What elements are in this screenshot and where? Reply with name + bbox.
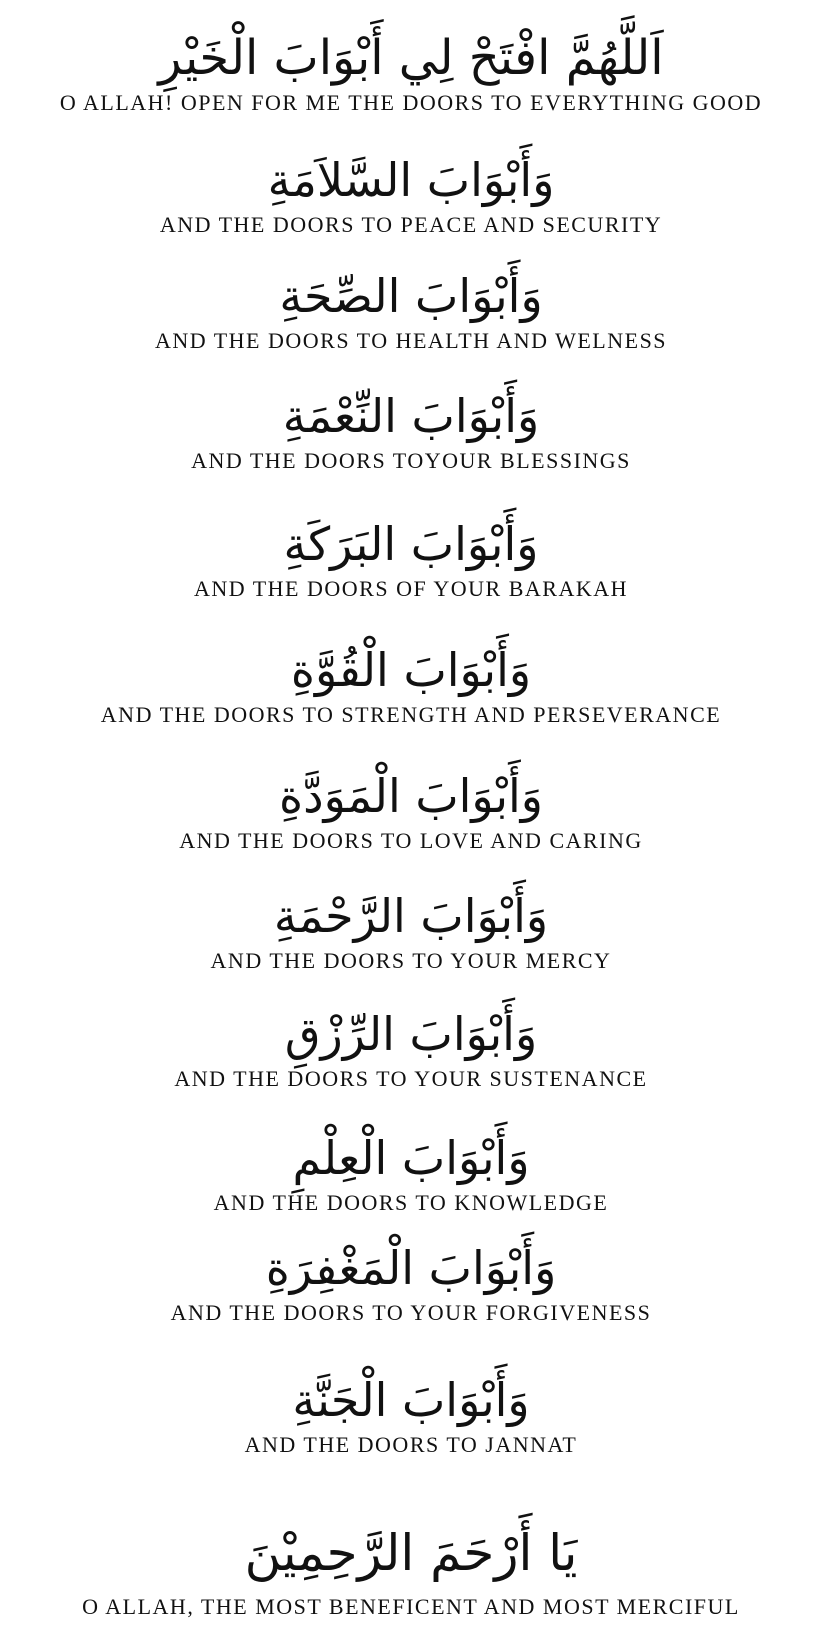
english-translation: O ALLAH! OPEN FOR ME THE DOORS TO EVERYTHING GOOD	[59, 90, 763, 115]
arabic-line: وَأَبْوَابَ الصِّحَةِ	[279, 269, 543, 323]
verse-love	[0, 766, 822, 854]
arabic-line: وَأَبْوَابَ الْقُوَّةِ	[290, 643, 532, 697]
verse-barakah	[0, 514, 822, 602]
arabic-line: وَأَبْوَابَ الْجَنَّةِ	[292, 1373, 530, 1427]
arabic-line: وَأَبْوَابَ الْمَغْفِرَةِ	[265, 1241, 557, 1295]
verse-peace-security	[0, 150, 822, 238]
english-translation: AND THE DOORS TO PEACE AND SECURITY	[159, 212, 663, 237]
english-translation: AND THE DOORS TO LOVE AND CARING	[179, 828, 643, 853]
english-translation: AND THE DOORS TO YOUR MERCY	[210, 948, 612, 973]
english-translation: AND THE DOORS TO STRENGTH AND PERSEVERANCE	[100, 702, 722, 727]
arabic-line: وَأَبْوَابَ الرِّزْقِ	[284, 1007, 538, 1061]
verse-blessings	[0, 386, 822, 474]
english-translation: AND THE DOORS TO YOUR SUSTENANCE	[174, 1066, 648, 1091]
english-translation: AND THE DOORS OF YOUR BARAKAH	[193, 576, 629, 601]
english-translation: AND THE DOORS TO KNOWLEDGE	[213, 1190, 609, 1215]
verse-mercy	[0, 886, 822, 974]
arabic-line: وَأَبْوَابَ السَّلاَمَةِ	[267, 153, 555, 207]
english-translation: AND THE DOORS TO HEALTH AND WELNESS	[154, 328, 668, 353]
verse-closing	[0, 1520, 822, 1620]
arabic-line: وَأَبْوَابَ البَرَكَةِ	[283, 517, 539, 571]
english-translation: O ALLAH, THE MOST BENEFICENT AND MOST MERCIFUL	[82, 1594, 740, 1619]
arabic-line: يَا أَرْحَمَ الرَّحِمِيْنَ	[244, 1524, 578, 1582]
verse-knowledge	[0, 1128, 822, 1216]
arabic-line: وَأَبْوَابَ النِّعْمَةِ	[282, 389, 540, 443]
verse-health	[0, 266, 822, 354]
verse-jannat	[0, 1370, 822, 1458]
arabic-line: وَأَبْوَابَ الْعِلْمِ	[292, 1131, 530, 1185]
verse-opening	[0, 28, 822, 116]
verse-strength	[0, 640, 822, 728]
english-translation: AND THE DOORS TOYOUR BLESSINGS	[191, 448, 631, 473]
arabic-line: وَأَبْوَابَ الْمَوَدَّةِ	[278, 769, 543, 823]
arabic-line: وَأَبْوَابَ الرَّحْمَةِ	[273, 889, 549, 943]
verse-sustenance	[0, 1004, 822, 1092]
english-translation: AND THE DOORS TO YOUR FORGIVENESS	[170, 1300, 652, 1325]
verse-forgiveness	[0, 1238, 822, 1326]
arabic-line: اَللَّهُمَّ افْتَحْ لِي أَبْوَابَ الْخَيْرِ	[158, 30, 664, 86]
english-translation: AND THE DOORS TO JANNAT	[244, 1432, 578, 1457]
